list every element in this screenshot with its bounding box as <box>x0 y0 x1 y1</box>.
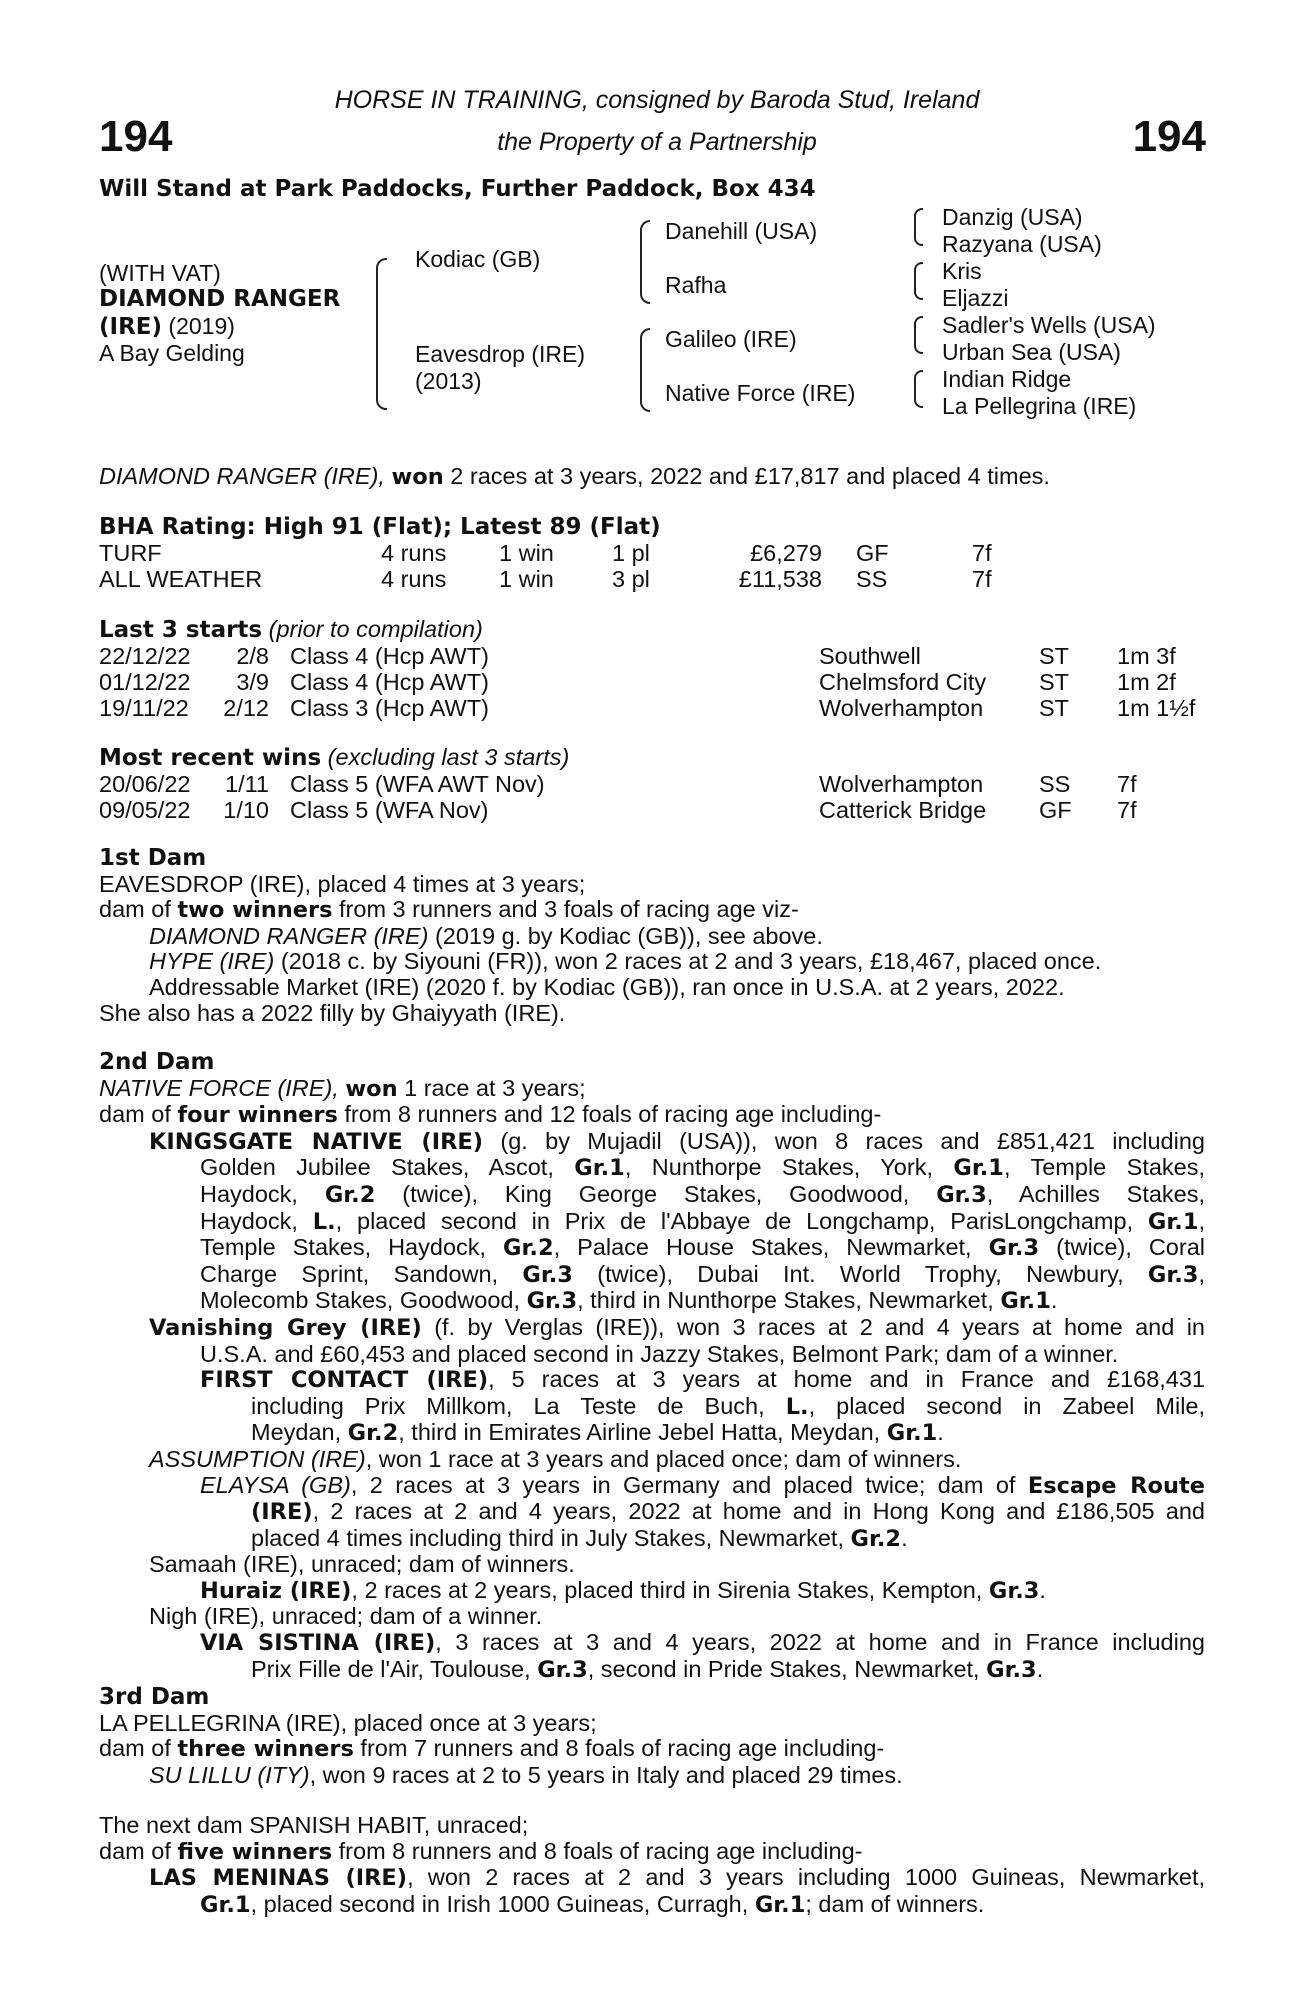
pedigree-sds: Kris <box>942 258 982 284</box>
produce-name: SU LILLU (ITY) <box>149 1761 310 1788</box>
lot-number-left: 194 <box>99 112 173 161</box>
grade: Gr.3 <box>526 1288 578 1315</box>
pedigree-brace-sire <box>640 220 650 304</box>
dam-name: NATIVE FORCE (IRE), <box>99 1074 339 1101</box>
produce-text <box>99 1182 1205 1209</box>
rating-prize: £11,538 <box>738 566 822 592</box>
pedigree-brace-main <box>376 258 387 410</box>
win-course: Wolverhampton <box>819 771 984 797</box>
text: Meydan, <box>251 1419 342 1446</box>
dam-line <box>99 1076 1205 1103</box>
text: from 3 runners and 3 foals of racing age viz- <box>339 896 799 923</box>
grade: Gr.1 <box>574 1155 625 1182</box>
text: , placed second in Irish 1000 Guineas, Curragh, <box>250 1890 749 1917</box>
text: , <box>1198 1207 1206 1234</box>
rating-surface: ALL WEATHER <box>99 566 263 592</box>
start-going: ST <box>1039 669 1070 695</box>
text: . <box>1039 1576 1046 1603</box>
pedigree-brace-g4 <box>914 370 923 408</box>
text: , placed second in Prix de l'Abbaye de Longchamp, ParisLongchamp, <box>335 1207 1134 1234</box>
text: dam of <box>99 1101 171 1128</box>
start-position: 2/8 <box>236 643 269 669</box>
start-date: 01/12/22 <box>99 669 191 695</box>
text: , third in Nunthorpe Stakes, Newmarket, <box>577 1287 994 1314</box>
start-race: Class 4 (Hcp AWT) <box>290 669 489 695</box>
text: , 2 races at 3 years in Germany and placed twice; dam of <box>350 1471 1016 1498</box>
text: , 2 races at 2 years, placed third in Sirenia Stakes, Kempton, <box>351 1576 983 1603</box>
text: , second in Pride Stakes, Newmarket, <box>587 1655 980 1682</box>
start-position: 3/9 <box>236 669 269 695</box>
section-title: 2nd Dam <box>99 1049 215 1075</box>
winners-count: five winners <box>177 1838 333 1865</box>
rating-runs: 4 runs <box>381 540 447 566</box>
produce-text <box>99 1262 1205 1289</box>
text: (twice), Coral <box>1056 1234 1205 1261</box>
grade: Gr.1 <box>1000 1288 1051 1315</box>
dam-line: The next dam SPANISH HABIT, unraced; <box>99 1812 529 1838</box>
grade: Gr.3 <box>988 1577 1040 1604</box>
pedigree-dam-dam: Native Force (IRE) <box>665 380 856 406</box>
horse-description: A Bay Gelding <box>99 340 245 366</box>
lot-number-right: 194 <box>1132 112 1206 161</box>
bha-rating-title: BHA Rating: High 91 (Flat); Latest 89 (Flat) <box>99 514 661 540</box>
text: . <box>1036 1655 1044 1682</box>
produce-name: (IRE) <box>251 1499 313 1526</box>
produce-text <box>99 1657 1205 1684</box>
pedigree-dam-sire: Galileo (IRE) <box>665 326 797 352</box>
produce-text <box>99 1235 1205 1262</box>
text: dam of <box>99 1837 171 1864</box>
text: , Achilles Stakes, <box>986 1180 1206 1207</box>
rating-wins: 1 win <box>499 540 554 566</box>
win-date: 09/05/22 <box>99 797 191 823</box>
text: , Palace House Stakes, Newmarket, <box>553 1234 972 1261</box>
start-going: ST <box>1039 643 1070 669</box>
produce-item <box>99 1865 1205 1892</box>
grade: Gr.3 <box>988 1235 1040 1262</box>
grade: Gr.3 <box>537 1656 588 1683</box>
pedigree-sss: Danzig (USA) <box>942 204 1083 230</box>
race-summary <box>99 464 1050 491</box>
rating-distance: 7f <box>972 540 992 566</box>
dam-produce-line <box>99 1839 1205 1866</box>
text: . <box>1050 1287 1058 1314</box>
grade: Gr.1 <box>953 1155 1004 1182</box>
produce-name: VIA SISTINA (IRE) <box>200 1630 436 1657</box>
start-date: 22/12/22 <box>99 643 191 669</box>
grade: Gr.2 <box>503 1235 554 1262</box>
text: , won 1 race at 3 years and placed once; dam of winners. <box>365 1445 962 1472</box>
rating-wins: 1 win <box>499 566 554 592</box>
pedigree-dds: Indian Ridge <box>942 366 1072 392</box>
rating-going: GF <box>856 540 889 566</box>
text: Charge Sprint, Sandown, <box>200 1260 499 1287</box>
grade: Gr.1 <box>200 1891 251 1918</box>
second-dam-section <box>99 1050 1205 1683</box>
grade: L. <box>785 1393 809 1420</box>
last3-title: Last 3 starts <box>99 617 263 643</box>
recent-wins-heading <box>99 745 569 772</box>
pedigree-dsd: Urban Sea (USA) <box>942 339 1121 365</box>
winners-count: two winners <box>177 897 333 924</box>
produce-text <box>99 1394 1205 1421</box>
produce-name: ELAYSA (GB) <box>200 1471 351 1498</box>
text: from 8 runners and 12 foals of racing age including- <box>344 1101 882 1128</box>
text: , won 9 races at 2 to 5 years in Italy and placed 29 times. <box>309 1761 903 1788</box>
produce-item <box>99 1129 1205 1156</box>
pedigree-dss: Sadler's Wells (USA) <box>942 312 1156 338</box>
winners-count: four winners <box>177 1102 338 1129</box>
produce-item <box>99 1315 1205 1342</box>
pedigree-sdd: Eljazzi <box>942 285 1009 311</box>
text: , 5 races at 3 years at home and in France and £168,431 <box>488 1366 1206 1393</box>
last3-note: (prior to compilation) <box>268 616 483 642</box>
produce-text <box>99 1526 1205 1553</box>
text: Molecomb Stakes, Goodwood, <box>200 1287 521 1314</box>
start-going: ST <box>1039 695 1070 721</box>
win-distance: 7f <box>1117 797 1137 823</box>
produce-text <box>99 1288 1205 1315</box>
dam-produce-line <box>99 1736 1205 1763</box>
grade: Gr.1 <box>1147 1208 1199 1235</box>
text: Golden Jubilee Stakes, Ascot, <box>200 1154 554 1181</box>
rating-placed: 1 pl <box>612 540 650 566</box>
text: dam of <box>99 1735 171 1762</box>
produce-item: Nigh (IRE), unraced; dam of a winner. <box>149 1603 543 1630</box>
horse-year: (2019) <box>168 313 235 339</box>
text: (f. by Verglas (IRE)), won 3 races at 2 and 4 years at home and in <box>434 1313 1205 1340</box>
summary-rest: 2 races at 3 years, 2022 and £17,817 and placed 4 times. <box>450 463 1050 489</box>
rating-runs: 4 runs <box>381 566 447 592</box>
start-race: Class 3 (Hcp AWT) <box>290 695 489 721</box>
produce-name: Escape Route <box>1027 1472 1205 1499</box>
produce-name: HYPE (IRE) <box>149 948 275 975</box>
recent-note: (excluding last 3 starts) <box>327 744 570 770</box>
text: dam of <box>99 896 171 923</box>
horse-name: DIAMOND RANGER <box>99 286 341 312</box>
text: , Temple Stakes, <box>1003 1154 1206 1181</box>
text: Haydock, <box>200 1180 298 1207</box>
produce-text <box>99 1155 1205 1182</box>
produce-name: Vanishing Grey (IRE) <box>149 1314 422 1341</box>
grade: Gr.2 <box>850 1525 902 1552</box>
text: . <box>937 1419 944 1446</box>
dam-line: LA PELLEGRINA (IRE), placed once at 3 years; <box>99 1709 597 1736</box>
winners-count: three winners <box>177 1736 354 1763</box>
produce-detail: (2019 g. by Kodiac (GB)), see above. <box>434 922 823 949</box>
produce-text: U.S.A. and £60,453 and placed second in Jazzy Stakes, Belmont Park; dam of a winner. <box>200 1340 1119 1367</box>
stand-location: Will Stand at Park Paddocks, Further Paddock, Box 434 <box>99 176 816 202</box>
produce-name: Huraiz (IRE) <box>200 1577 352 1604</box>
grade: Gr.1 <box>754 1891 806 1918</box>
rating-surface: TURF <box>99 540 162 566</box>
text: (twice), King George Stakes, Goodwood, <box>402 1180 910 1207</box>
dam-produce-line <box>99 1102 1205 1129</box>
dam-line: EAVESDROP (IRE), placed 4 times at 3 years; <box>99 870 586 897</box>
text: . <box>901 1524 908 1551</box>
win-distance: 7f <box>1117 771 1137 797</box>
text: , 3 races at 3 and 4 years, 2022 at home and in France including <box>435 1629 1205 1656</box>
summary-name: DIAMOND RANGER (IRE), <box>99 463 385 489</box>
produce-name: DIAMOND RANGER (IRE) <box>149 922 429 949</box>
start-position: 2/12 <box>223 695 269 721</box>
pedigree-sire-dam: Rafha <box>665 272 727 298</box>
win-race: Class 5 (WFA AWT Nov) <box>290 771 545 797</box>
text: (g. by Mujadil (USA)), won 8 races and £851,421 including <box>500 1127 1205 1154</box>
grade: L. <box>312 1208 336 1235</box>
rating-distance: 7f <box>972 566 992 592</box>
produce-item <box>99 949 1205 975</box>
text: Temple Stakes, Haydock, <box>200 1234 487 1261</box>
text: (twice), Dubai Int. World Trophy, Newbury, <box>597 1260 1124 1287</box>
start-date: 19/11/22 <box>99 695 189 721</box>
produce-detail: (2018 c. by Siyouni (FR)), won 2 races at 2 and 3 years, £18,467, placed once. <box>280 948 1102 975</box>
third-dam-section <box>99 1685 1205 1788</box>
text: Haydock, <box>200 1207 298 1234</box>
text: from 7 runners and 8 foals of racing age including- <box>360 1735 885 1762</box>
start-distance: 1m 3f <box>1117 643 1176 669</box>
pedigree-dam: Eavesdrop (IRE) <box>415 341 586 367</box>
produce-name: FIRST CONTACT (IRE) <box>200 1367 489 1394</box>
text: 1 race at 3 years; <box>404 1074 586 1101</box>
section-title: 1st Dam <box>99 845 207 871</box>
consignor-line: HORSE IN TRAINING, consigned by Baroda Stud, Ireland <box>334 86 980 114</box>
start-course: Wolverhampton <box>819 695 984 721</box>
text: , 2 races at 2 and 4 years, 2022 at home and in Hong Kong and £186,505 and <box>312 1498 1205 1525</box>
start-race: Class 4 (Hcp AWT) <box>290 643 489 669</box>
win-course: Catterick Bridge <box>819 797 987 823</box>
text: placed 4 times including third in July Stakes, Newmarket, <box>251 1524 844 1551</box>
text: , Nunthorpe Stakes, York, <box>624 1154 933 1181</box>
win-position: 1/10 <box>223 797 269 823</box>
pedigree-dam-year: (2013) <box>415 368 482 394</box>
horse-country: (IRE) <box>99 314 163 340</box>
text: , <box>1198 1260 1205 1287</box>
text: ; dam of winners. <box>805 1890 985 1917</box>
won-word: won <box>345 1075 398 1102</box>
produce-item <box>99 1473 1205 1500</box>
produce-name: KINGSGATE NATIVE (IRE) <box>149 1128 484 1155</box>
win-going: GF <box>1039 797 1072 823</box>
text: , third in Emirates Airline Jebel Hatta, Meydan, <box>398 1419 881 1446</box>
pedigree-ssd: Razyana (USA) <box>942 231 1102 257</box>
horse-country-year <box>99 313 235 340</box>
text: from 8 runners and 8 foals of racing age including- <box>338 1837 863 1864</box>
produce-item <box>99 1578 1205 1605</box>
grade: Gr.2 <box>324 1181 376 1208</box>
dam-note: She also has a 2022 filly by Ghaiyyath (IRE). <box>99 999 566 1026</box>
grade: Gr.1 <box>886 1420 938 1447</box>
grade: Gr.3 <box>522 1261 573 1288</box>
next-dam-section <box>99 1813 1205 1918</box>
text: Prix Fille de l'Air, Toulouse, <box>251 1655 531 1682</box>
grade: Gr.2 <box>347 1420 399 1447</box>
text: , won 2 races at 2 and 3 years including 1000 Guineas, Newmarket, <box>407 1864 1206 1891</box>
pedigree-sire: Kodiac (GB) <box>415 246 541 272</box>
property-line: the Property of a Partnership <box>497 128 817 156</box>
start-distance: 1m 1½f <box>1117 695 1196 721</box>
produce-text <box>99 1209 1205 1236</box>
pedigree-brace-dam <box>640 328 650 412</box>
start-distance: 1m 2f <box>1117 669 1176 695</box>
pedigree-brace-g1 <box>914 208 923 246</box>
win-position: 1/11 <box>225 771 269 797</box>
text: , placed second in Zabeel Mile, <box>808 1392 1206 1419</box>
section-title: 3rd Dam <box>99 1684 210 1710</box>
pedigree-brace-g3 <box>914 316 923 354</box>
produce-name: ASSUMPTION (IRE) <box>149 1445 366 1472</box>
rating-prize: £6,279 <box>750 540 822 566</box>
recent-title: Most recent wins <box>99 745 322 771</box>
summary-won: won <box>391 464 444 490</box>
start-course: Southwell <box>819 643 921 669</box>
produce-item <box>99 1763 1205 1789</box>
produce-item: Addressable Market (IRE) (2020 f. by Kodiac (GB)), ran once in U.S.A. at 2 years, 2022. <box>149 973 1065 1000</box>
produce-text <box>99 1892 1205 1919</box>
win-date: 20/06/22 <box>99 771 191 797</box>
produce-item <box>99 1630 1205 1657</box>
win-going: SS <box>1039 771 1071 797</box>
dam-produce-line <box>99 897 1205 924</box>
win-race: Class 5 (WFA Nov) <box>290 797 489 823</box>
vat-note: (WITH VAT) <box>99 260 221 286</box>
produce-text <box>99 1420 1205 1447</box>
rating-placed: 3 pl <box>612 566 650 592</box>
pedigree-sire-sire: Danehill (USA) <box>665 218 818 244</box>
produce-item: Samaah (IRE), unraced; dam of winners. <box>149 1551 575 1578</box>
grade: Gr.3 <box>1147 1261 1199 1288</box>
produce-item <box>99 924 1205 950</box>
pedigree-brace-g2 <box>914 262 923 300</box>
start-course: Chelmsford City <box>819 669 987 695</box>
grade: Gr.3 <box>936 1181 987 1208</box>
produce-name: LAS MENINAS (IRE) <box>149 1865 408 1892</box>
grade: Gr.3 <box>986 1656 1037 1683</box>
first-dam-section <box>99 846 1205 1026</box>
produce-item <box>99 1367 1205 1394</box>
rating-going: SS <box>856 566 888 592</box>
produce-item <box>99 1447 1205 1473</box>
pedigree-ddd: La Pellegrina (IRE) <box>942 393 1137 419</box>
last3-heading <box>99 617 483 644</box>
text: including Prix Millkom, La Teste de Buch, <box>251 1392 765 1419</box>
produce-text <box>99 1499 1205 1526</box>
